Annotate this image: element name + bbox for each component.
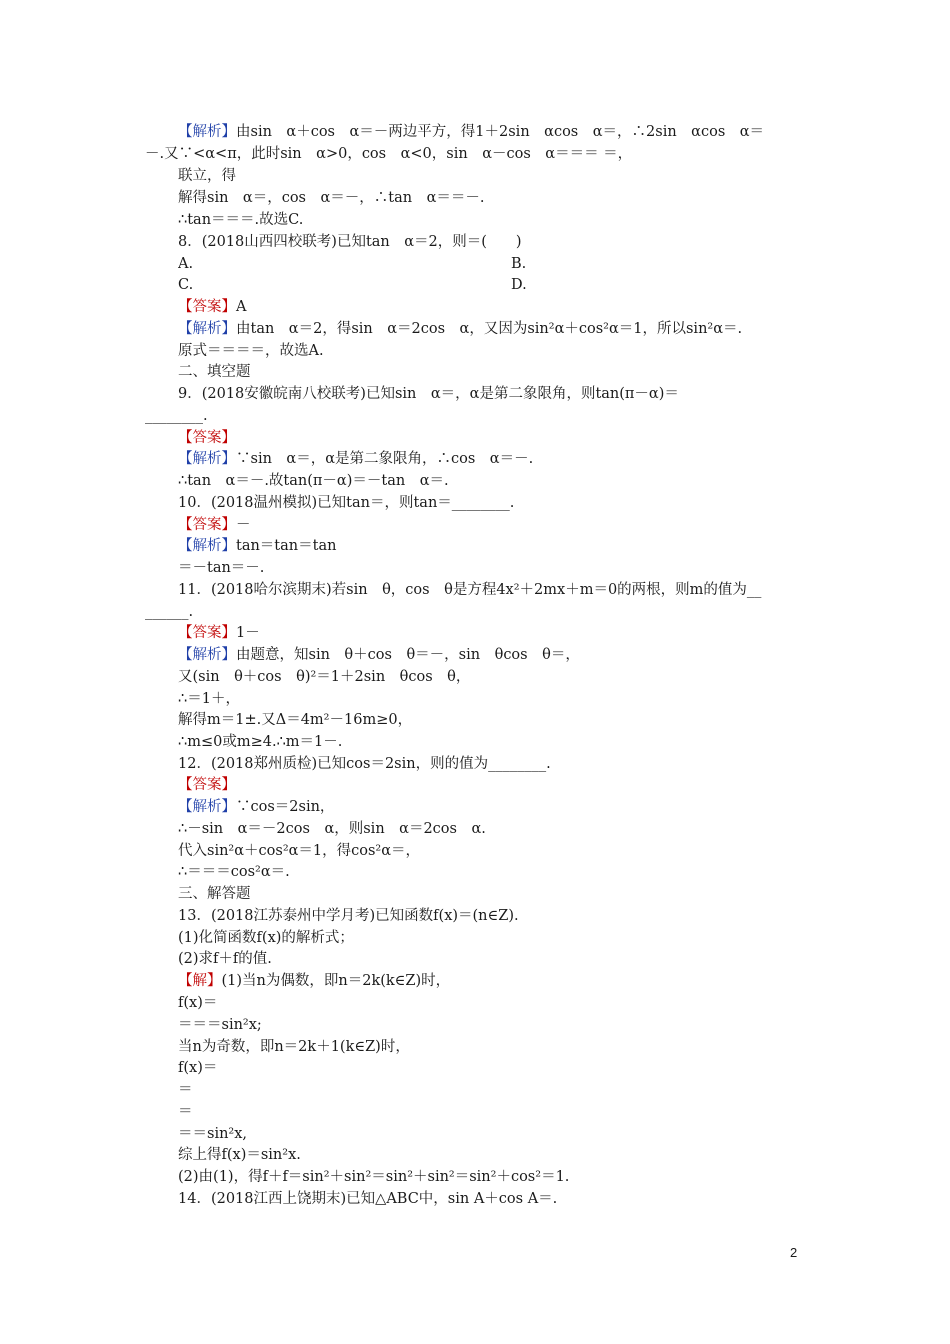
answer-line (178, 775, 808, 797)
question-8: 8．(2018山西四校联考)已知tan α＝2，则＝( ) (178, 234, 522, 250)
text-line: (1)化简函数f(x)的解析式； (178, 930, 354, 946)
text-line: 原式＝＝＝＝，故选A. (178, 343, 324, 359)
text-line: ∴＝＝＝cos²α＝. (178, 864, 290, 880)
text-line: －.又∵<α<π，此时sin α>0，cos α<0，sin α－cos α＝＝＝ ＝， (145, 146, 633, 162)
solution-tag: 【解】 (178, 973, 222, 989)
text-line: 【解析】由sin α＋cos α＝－两边平方，得1＋2sin αcos α＝，∴2sin αcos α＝ (178, 124, 765, 140)
analysis-tag: 【解析】 (178, 538, 236, 554)
text-line: ＝ (178, 1082, 193, 1098)
text-line: (2)由(1)，得f＋f＝sin²＋sin²＝sin²＋sin²＝sin²＋cos²＝1. (178, 1169, 570, 1185)
text-line: ＝ (178, 1104, 193, 1120)
analysis-line: 【解析】由tan α＝2，得sin α＝2cos α，又因为sin²α＋cos²α＝1，所以sin²α＝. (178, 321, 743, 337)
section-heading: 三、解答题 (178, 886, 251, 902)
answer-tag: 【答案】 (178, 430, 236, 446)
question-12: 12．(2018郑州质检)已知cos＝2sin，则的值为________. (178, 756, 551, 772)
text-line: f(x)＝ (178, 1060, 218, 1076)
text-line: f(x)＝ (178, 995, 218, 1011)
text-line: ＝＝＝sin²x; (178, 1017, 262, 1033)
text-line: ＝＝sin²x, (178, 1126, 248, 1142)
analysis-line: 【解析】tan＝tan＝tan (178, 538, 337, 554)
answer-line: 【答案】A (178, 299, 247, 315)
option-c: C. (178, 277, 194, 293)
option-a: A. (178, 256, 194, 272)
text-line: 当n为奇数，即n＝2k＋1(k∈Z)时， (178, 1039, 410, 1055)
analysis-line: 【解析】∵cos＝2sin， (178, 799, 335, 815)
text-line: 综上得f(x)＝sin²x. (178, 1147, 301, 1163)
text-line: 解得m＝1±.又Δ＝4m²－16m≥0， (178, 712, 413, 728)
text-line: ∴tan＝＝＝.故选C. (178, 212, 304, 228)
text-line: ________. (145, 408, 208, 424)
answer-tag: 【答案】 (178, 777, 236, 793)
analysis-tag: 【解析】 (178, 799, 236, 815)
analysis-tag: 【解析】 (178, 321, 236, 337)
analysis-line: 【解析】由题意，知sin θ＋cos θ＝－，sin θcos θ＝， (178, 647, 580, 663)
question-10: 10．(2018温州模拟)已知tan＝，则tan＝________. (178, 495, 515, 511)
question-11: 11．(2018哈尔滨期末)若sin θ，cos θ是方程4x²＋2mx＋m＝0的两根，则m的值为__ (178, 582, 762, 598)
question-14: 14．(2018江西上饶期末)已知△ABC中，sin A＋cos A＝. (178, 1191, 558, 1207)
text-line: ∴m≤0或m≥4.∴m＝1－. (178, 734, 343, 750)
page-number: 2 (790, 1245, 798, 1260)
section-heading: 二、填空题 (178, 364, 251, 380)
question-9: 9．(2018安徽皖南八校联考)已知sin α＝，α是第二象限角，则tan(π－α)＝ (178, 386, 679, 402)
analysis-tag: 【解析】 (178, 647, 236, 663)
answer-tag: 【答案】 (178, 625, 236, 641)
text-line: (2)求f＋f的值. (178, 951, 272, 967)
text-line: ∴－sin α＝－2cos α，则sin α＝2cos α. (178, 821, 486, 837)
analysis-tag: 【解析】 (178, 124, 236, 140)
answer-tag: 【答案】 (178, 299, 236, 315)
text-line: ∴tan α＝－.故tan(π－α)＝－tan α＝. (178, 473, 449, 489)
text-line: ∴＝1＋， (178, 691, 240, 707)
text-line: 又(sin θ＋cos θ)²＝1＋2sin θcos θ， (178, 669, 471, 685)
answer-line: 【答案】1－ (178, 625, 260, 641)
option-d: D. (511, 277, 527, 293)
option-b: B. (511, 256, 527, 272)
solution-line: 【解】(1)当n为偶数，即n＝2k(k∈Z)时， (178, 973, 451, 989)
text-line: 联立，得 (178, 168, 236, 184)
analysis-tag: 【解析】 (178, 451, 236, 467)
text-line: ＝－tan＝－. (178, 560, 265, 576)
answer-line (178, 428, 808, 450)
answer-tag: 【答案】 (178, 517, 236, 533)
text-line: 代入sin²α＋cos²α＝1，得cos²α＝， (178, 843, 421, 859)
question-13: 13．(2018江苏泰州中学月考)已知函数f(x)＝(n∈Z). (178, 908, 519, 924)
analysis-line: 【解析】∵sin α＝，α是第二象限角，∴cos α＝－. (178, 451, 534, 467)
text-line: ______. (145, 604, 194, 620)
text-line: 解得sin α＝，cos α＝－，∴tan α＝＝－. (178, 190, 485, 206)
answer-line: 【答案】－ (178, 517, 251, 533)
